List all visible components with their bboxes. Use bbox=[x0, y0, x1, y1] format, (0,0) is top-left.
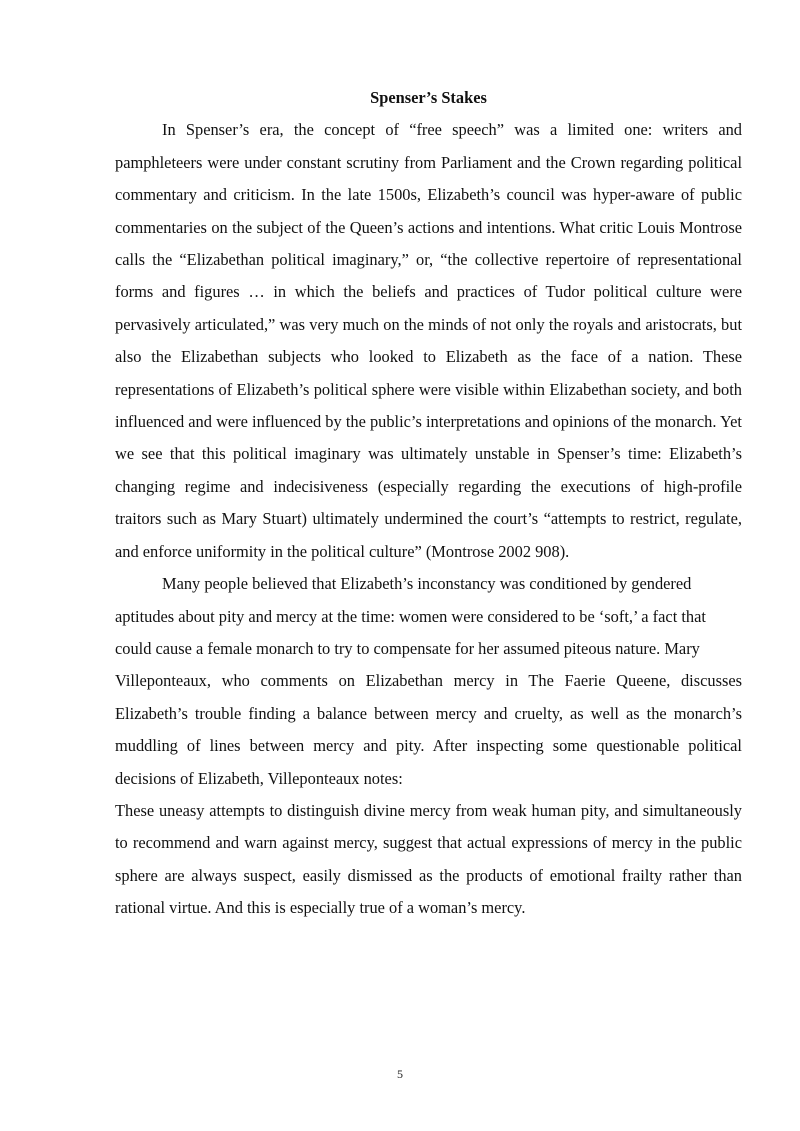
document-body bbox=[115, 82, 742, 925]
section-title: Spenser’s Stakes bbox=[370, 88, 487, 107]
paragraph-3: Villeponteaux, who comments on Elizabethan mercy in The Faerie Queene, discusses Elizabeth’s trouble finding a balance between mercy and cruelty, as well as the monarch’s muddling of lines between mercy and pity. After inspecting some questionable political decisions of Elizabeth, Villeponteaux notes: bbox=[115, 671, 742, 788]
block-quote: These uneasy attempts to distinguish divine mercy from weak human pity, and simultaneously to recommend and warn against mercy, suggest that actual expressions of mercy in the public sphere are always suspect, easily dismissed as the products of emotional frailty rather than rational virtue. And this is especially true of a woman’s mercy. bbox=[115, 800, 742, 918]
paragraph-1: In Spenser’s era, the concept of “free speech” was a limited one: writers and pamphleteers were under constant scrutiny from Parliament and the Crown regarding political commentary and criticism. In the late 1500s, Elizabeth’s council was hyper-aware of public commentaries on the subject of the Queen’s actions and intentions. What critic Louis Montrose calls the “Elizabethan political imaginary,” or, “the collective repertoire of representational forms and figures … in which the beliefs and practices of Tudor political culture were pervasively articulated,” was very much on the minds of not only the royals and aristocrats, but also the Elizabethan subjects who looked to Elizabeth as the face of a nation. These representations of Elizabeth’s political sphere were visible within Elizabethan society, and both influenced and were influenced by the public’s interpretations and opinions of the monarch. Yet we see that this political imaginary was ultimately unstable in Spenser’s time: Elizabeth’s changing regime and indecisiveness (especially regarding the executions of high-profile traitors such as Mary Stuart) ultimately undermined the court’s “attempts to restrict, regulate, and enforce uniformity in the political culture” (Montrose 2002 908). bbox=[115, 120, 742, 561]
page-number: 5 bbox=[397, 1067, 403, 1081]
paragraph-2: Many people believed that Elizabeth’s inconstancy was conditioned by gendered aptitudes about pity and mercy at the time: women were considered to be ‘soft,’ a fact that could cause a female monarch to try to compensate for her assumed piteous nature. Mary bbox=[115, 574, 706, 658]
